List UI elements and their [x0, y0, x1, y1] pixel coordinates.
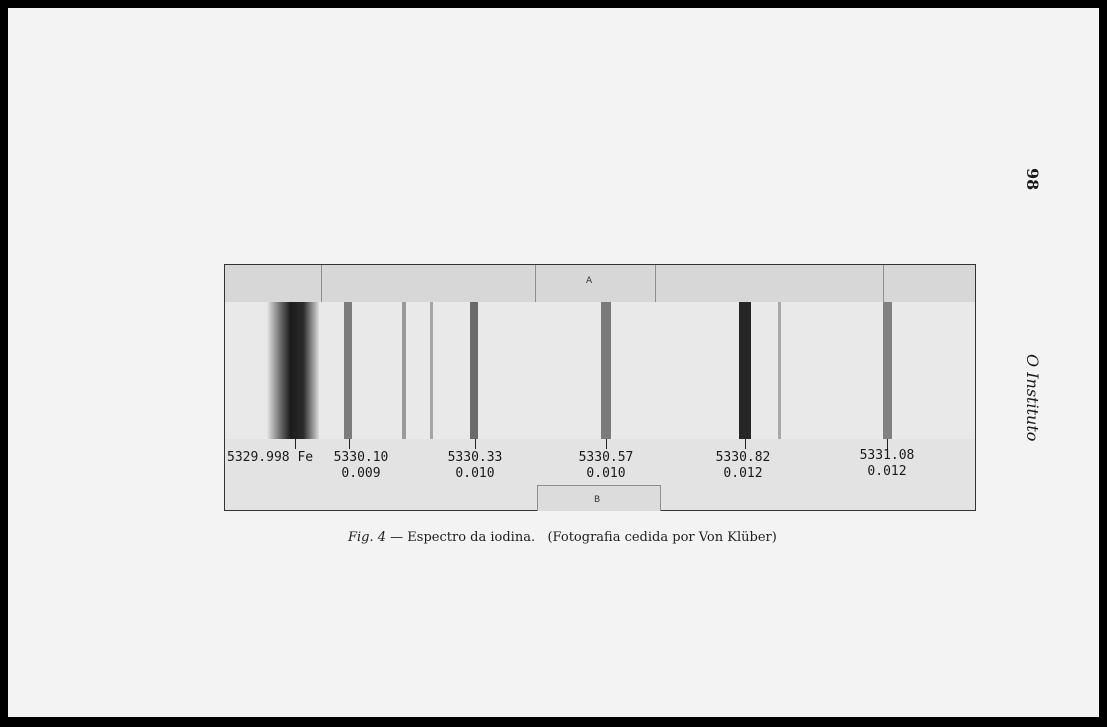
line-wavelength: 5330.10 [333, 450, 389, 465]
wavelength-label-strip [225, 439, 975, 510]
iron-reference-line [267, 302, 319, 439]
spectral-line [739, 302, 751, 439]
spectral-line [344, 302, 352, 439]
strip-segment [321, 265, 536, 302]
line-wavelength: 5330.57 [578, 450, 634, 465]
spectral-line [883, 302, 892, 439]
spectral-line [470, 302, 478, 439]
line-width-value: 0.012 [723, 466, 763, 481]
line-wavelength: 5331.08 [859, 448, 915, 463]
book-page [8, 8, 1099, 717]
strip-label-a: A [586, 276, 593, 286]
journal-title: O Instituto [1023, 354, 1042, 442]
line-tick [745, 439, 746, 449]
spectral-line [430, 302, 433, 439]
spectral-line [402, 302, 406, 439]
line-width-value: 0.010 [586, 466, 626, 481]
line-width-value: 0.012 [867, 464, 907, 479]
line-wavelength: 5330.33 [447, 450, 503, 465]
line-label [847, 448, 927, 480]
strip-segment [225, 265, 322, 302]
strip-label-b: B [594, 495, 601, 505]
line-tick [606, 439, 607, 449]
strip-segment [535, 265, 656, 302]
line-label [566, 450, 646, 482]
comparison-strip-b [537, 485, 661, 511]
line-label [435, 450, 515, 482]
caption-text: — Espectro da iodina. (Fotografia cedida por Von Klüber) [386, 530, 777, 545]
comparison-strip-a [225, 265, 975, 303]
spectral-line [778, 302, 781, 439]
line-wavelength: 5330.82 [715, 450, 771, 465]
figure-caption [348, 530, 868, 545]
line-tick [475, 439, 476, 449]
spectral-line [601, 302, 611, 439]
line-tick [349, 439, 350, 449]
figure-number: Fig. 4 [348, 530, 387, 545]
spectrum-band [225, 302, 975, 439]
line-width-value: 0.009 [341, 466, 381, 481]
line-wavelength: 5329.998 Fe [227, 450, 314, 465]
line-label [323, 450, 399, 482]
page-number: 98 [1023, 168, 1042, 191]
line-label [703, 450, 783, 482]
strip-segment [655, 265, 884, 302]
spectrum-photograph [224, 264, 976, 511]
spectral-lines [225, 302, 975, 439]
line-width-value: 0.010 [455, 466, 495, 481]
line-label-fe [227, 450, 323, 466]
line-tick [295, 439, 296, 449]
